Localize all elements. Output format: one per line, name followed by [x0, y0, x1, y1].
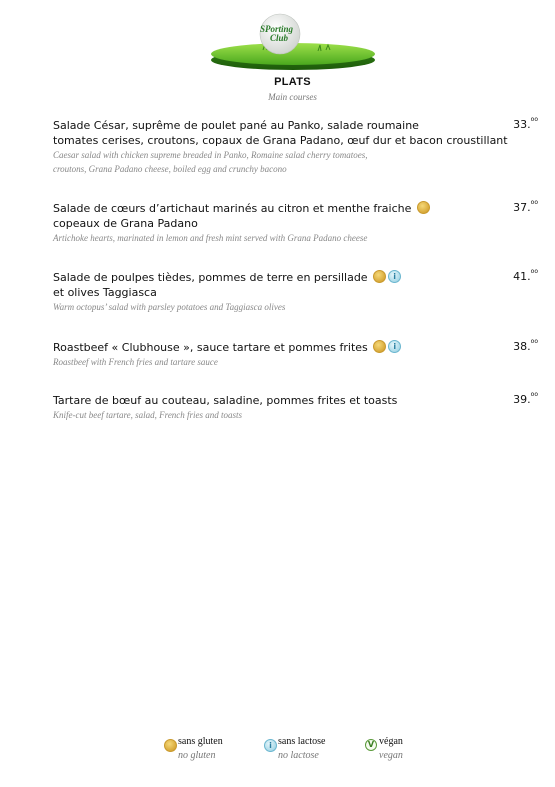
item-name-fr: Salade de cœurs d’artichaut marinés au citron et menthe fraiche copeaux de Grana Padano	[53, 201, 533, 231]
item-price: 33.$^{oo}$	[513, 116, 538, 131]
menu-item-roastbeef	[53, 338, 538, 369]
gluten-free-icon	[417, 201, 430, 214]
menu-item-beef-tartare	[53, 391, 538, 422]
item-name-en: Artichoke hearts, marinated in lemon and fresh mint served with Grana Padano cheese	[53, 233, 368, 243]
gluten-free-icon	[164, 739, 177, 752]
item-price: 37.$^{oo}$	[513, 199, 538, 214]
item-name-en: Warm octopus’ salad with parsley potatoes and Taggiasca olives	[53, 302, 286, 312]
section-subtitle: Main courses	[268, 92, 317, 102]
item-name-fr: Salade de poulpes tièdes, pommes de terre en persillade i et olives Taggiasca	[53, 270, 533, 300]
logo-graphic	[208, 10, 378, 75]
logo-line1: SPorting	[260, 24, 294, 34]
item-name-fr: Salade César, suprême de poulet pané au Panko, salade roumaine tomates cerises, croutons, copaux de Grana Padano, œuf dur et bacon croustillant	[53, 119, 508, 147]
item-price: 39.$^{oo}$	[513, 391, 538, 406]
item-name-en: Knife-cut beef tartare, salad, French fries and toasts	[53, 410, 243, 420]
lactose-free-icon	[388, 340, 401, 353]
section-title: PLATS	[274, 76, 311, 88]
item-name-fr: Tartare de bœuf au couteau, saladine, pommes frites et toasts	[53, 394, 398, 407]
lactose-free-icon	[264, 739, 277, 752]
sporting-club-logo	[208, 10, 378, 75]
menu-item-caesar-salad	[53, 116, 538, 176]
menu-item-artichoke-salad	[53, 199, 538, 245]
logo-line2: Club	[270, 33, 289, 43]
gluten-free-icon	[373, 270, 386, 283]
menu-item-octopus-salad	[53, 268, 538, 314]
item-price: 41.$^{oo}$	[513, 268, 538, 283]
item-name-en: Caesar salad with chicken supreme breaded in Panko, Romaine salad cherry tomatoes, croutons, Grana Padano cheese, boiled egg and crunchy bacono	[53, 150, 368, 174]
gluten-free-icon	[373, 340, 386, 353]
lactose-free-icon	[388, 270, 401, 283]
item-name-en: Roastbeef with French fries and tartare sauce	[53, 357, 218, 367]
vegan-icon	[365, 739, 377, 751]
item-name-fr: Roastbeef « Clubhouse », sauce tartare et pommes frites i	[53, 340, 533, 355]
item-price: 38.$^{oo}$	[513, 338, 538, 353]
